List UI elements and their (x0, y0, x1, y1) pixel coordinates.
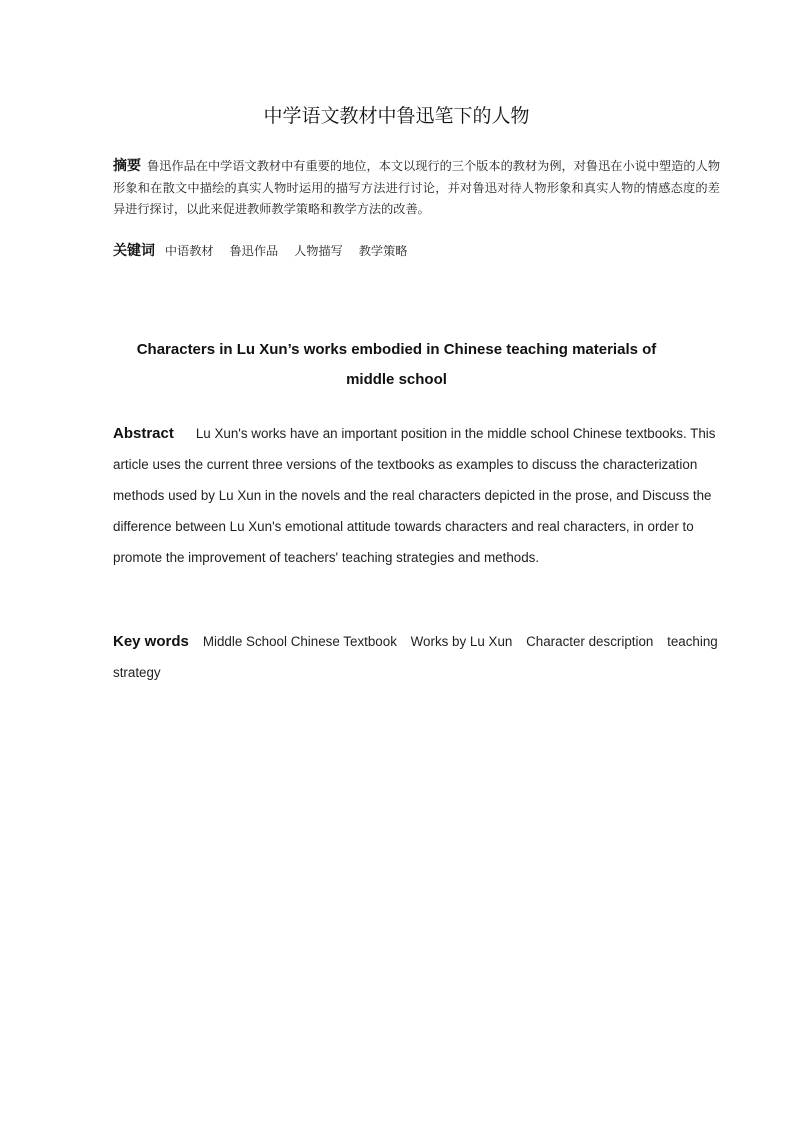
chinese-keyword: 人物描写 (294, 244, 343, 258)
english-abstract-label: Abstract (113, 425, 174, 442)
english-keywords-label: Key words (113, 633, 189, 650)
english-keyword: Middle School Chinese Textbook (202, 634, 397, 649)
english-keyword: teaching strategy (113, 634, 718, 680)
chinese-abstract-label: 摘要 (113, 158, 142, 174)
english-keyword: Character description (526, 634, 654, 649)
english-title-line-2: middle school (346, 371, 447, 388)
english-keyword: Works by Lu Xun (410, 634, 513, 649)
chinese-title: 中学语文教材中鲁迅笔下的人物 (263, 105, 530, 127)
chinese-keyword: 教学策略 (358, 244, 408, 258)
chinese-keyword: 鲁迅作品 (229, 244, 279, 258)
english-keywords (113, 626, 720, 688)
chinese-abstract-text: 鲁迅作品在中学语文教材中有重要的地位，本文以现行的三个版本的教材为例，对鲁迅在小说中塑造的人物形象和在散文中描绘的真实人物时运用的描写方法进行讨论，并对鲁迅对待人物形象和真实人物的情感态度的差异进行探讨，以此来促进教师教学策略和教学方法的改善。 (113, 159, 721, 216)
english-title (113, 335, 680, 395)
english-abstract (113, 418, 720, 573)
chinese-keyword: 中语教材 (164, 244, 214, 258)
english-title-line-1: Characters in Lu Xun’s works embodied in Chinese teaching materials of (136, 341, 657, 358)
english-abstract-text: Lu Xun's works have an important position in the middle school Chinese textbooks. This article uses the current three versions of the textbooks as examples to discuss the characterization methods used by Lu Xun in the novels and the real characters depicted in the prose, and Discuss the difference between Lu Xun's emotional attitude towards characters and real characters, in order to promote the improvement of teachers' teaching strategies and methods. (113, 426, 716, 565)
chinese-abstract (113, 156, 720, 221)
chinese-keywords-label: 关键词 (113, 243, 155, 259)
chinese-keywords (113, 240, 720, 262)
